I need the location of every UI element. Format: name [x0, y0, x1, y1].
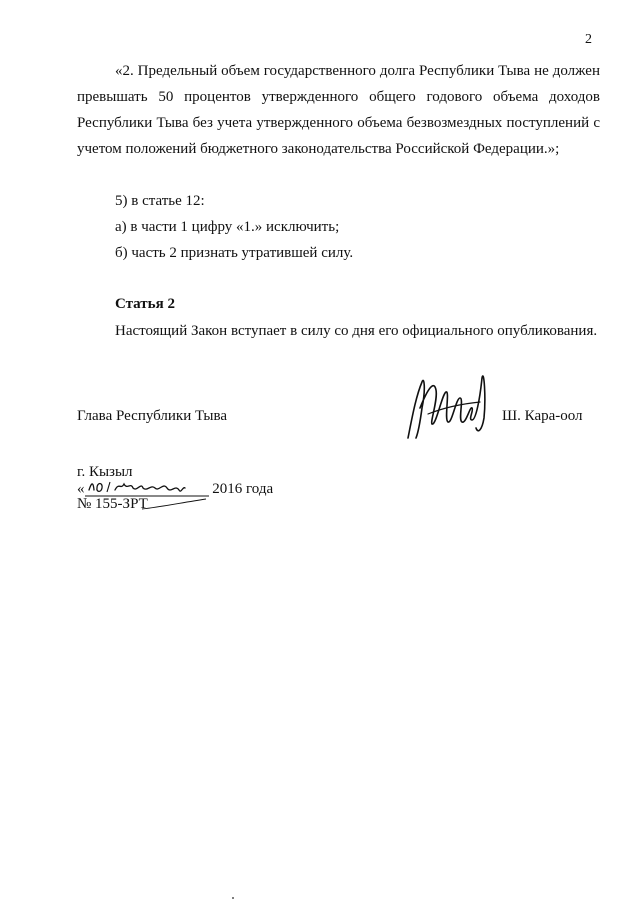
city-line: г. Кызыл: [77, 464, 133, 480]
document-number: № 155-ЗРТ: [77, 496, 148, 512]
amendment-item-5: 5) в статье 12:: [115, 193, 205, 209]
amendment-item-a: а) в части 1 цифру «1.» исключить;: [115, 219, 340, 235]
page-number: 2: [585, 32, 592, 47]
signature-role: Глава Республики Тыва: [77, 408, 228, 424]
handwritten-signature: [398, 368, 490, 450]
amendment-item-b: б) часть 2 признать утратившей силу.: [115, 245, 354, 261]
article-2-text: Настоящий Закон вступает в силу со дня его официального опубликования.: [115, 323, 598, 339]
signatory-name: Ш. Кара-оол: [502, 408, 583, 424]
amendment-paragraph-2: «2. Предельный объем государственного долга Республики Тыва не должен превышать 50 процентов утвержденного общего годового объема доходов Республики Тыва без учета утвержденного объема безвозмездных поступлений с учетом положений бюджетного законодательства Российской Федерации.»;: [77, 63, 600, 157]
date-year: 2016 года: [212, 481, 274, 497]
article-2-heading: Статья 2: [115, 296, 175, 312]
margin-dot: [232, 897, 234, 899]
number-underline-stroke: [140, 497, 210, 511]
date-open-quote: «: [77, 481, 85, 497]
